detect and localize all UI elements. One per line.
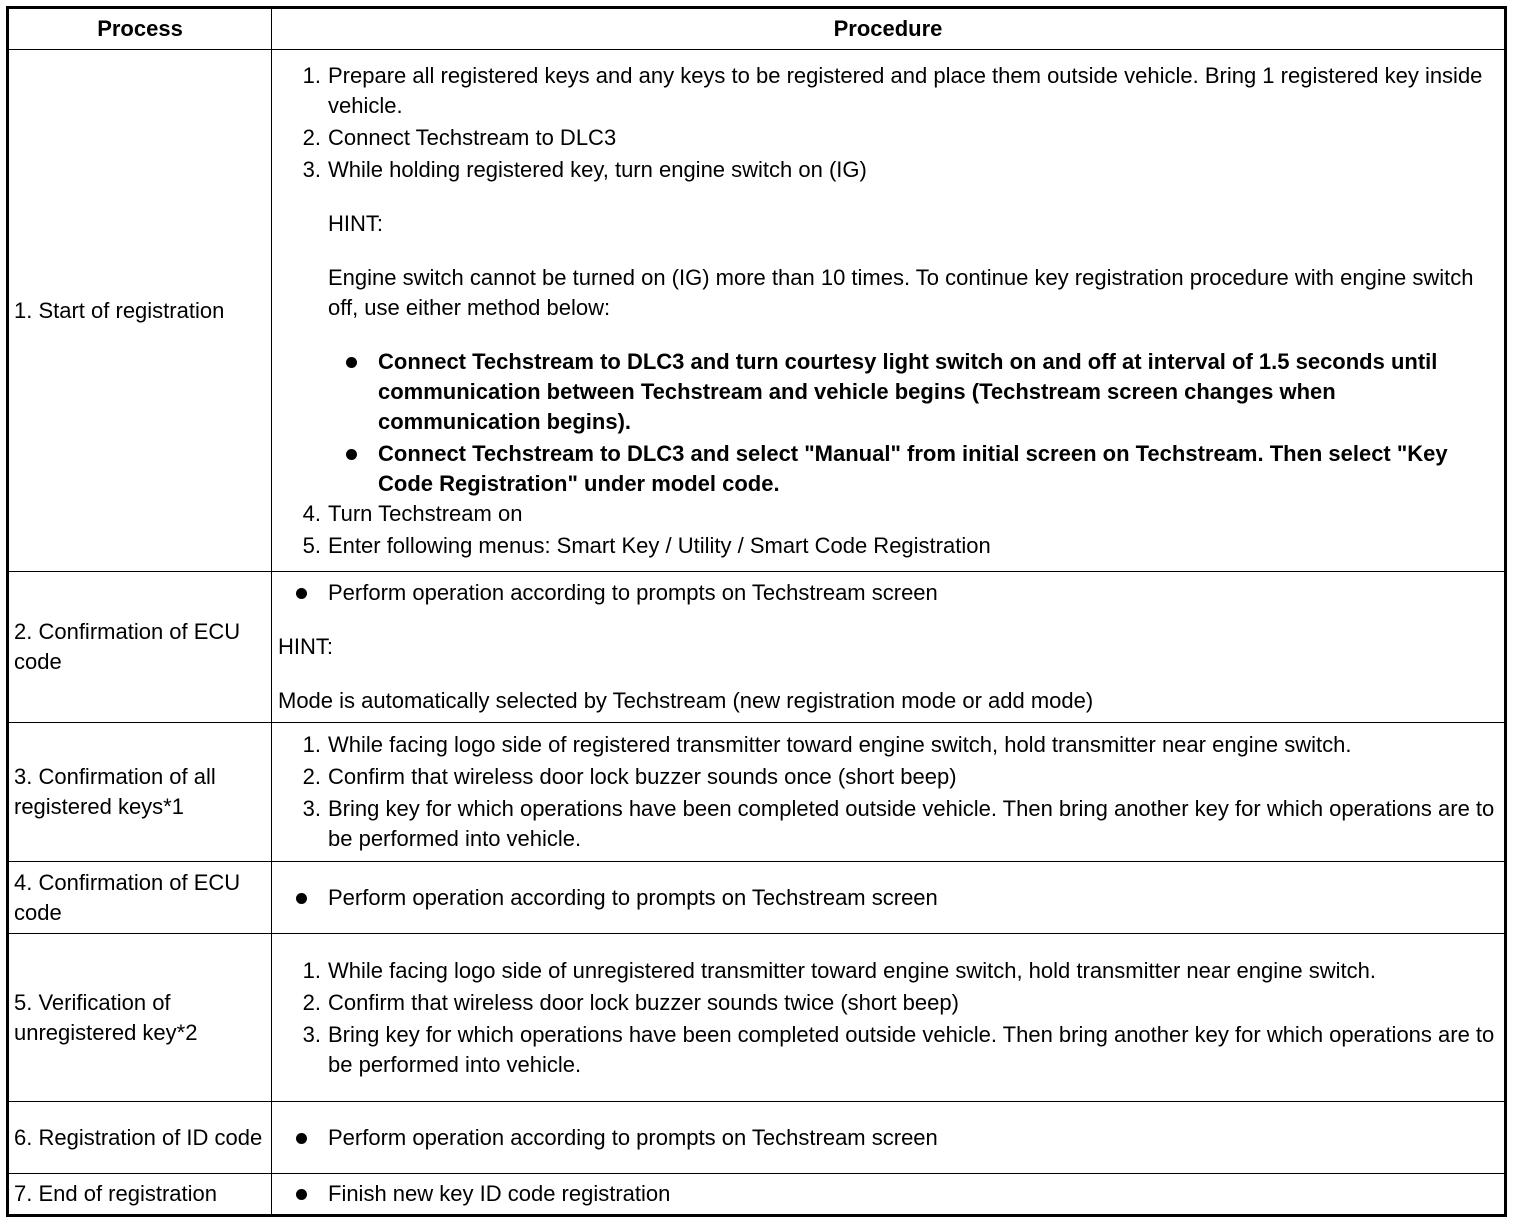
list-item-text: Confirm that wireless door lock buzzer sounds twice (short beep)	[328, 989, 959, 1015]
process-cell: 4. Confirmation of ECU code	[8, 862, 272, 934]
process-cell: 1. Start of registration	[8, 50, 272, 572]
list-item-text: Perform operation according to prompts on Techstream screen	[328, 884, 938, 910]
numbered-list	[302, 61, 1498, 185]
list-item	[302, 730, 1498, 760]
header-row	[8, 8, 1506, 50]
procedure-cell	[272, 572, 1506, 723]
process-cell: 6. Registration of ID code	[8, 1102, 272, 1174]
procedure-cell	[272, 862, 1506, 934]
list-number: 2.	[302, 764, 321, 789]
paragraph: Mode is automatically selected by Techstream (new registration mode or add mode)	[278, 688, 1094, 713]
list-item	[302, 499, 1498, 529]
list-item	[302, 956, 1498, 986]
process-cell: 7. End of registration	[8, 1174, 272, 1216]
bullet-list	[328, 1123, 1498, 1153]
table-row	[8, 1174, 1506, 1216]
list-item-text: While facing logo side of unregistered transmitter toward engine switch, hold transmitter near engine switch.	[328, 957, 1376, 983]
key-registration-table	[6, 6, 1507, 1217]
procedure-cell	[272, 50, 1506, 572]
table-row	[8, 50, 1506, 572]
list-item	[328, 578, 1498, 608]
list-item-text: Prepare all registered keys and any keys to be registered and place them outside vehicle. Bring 1 registered key inside vehicle.	[328, 62, 1483, 118]
list-item-text: Connect Techstream to DLC3 and turn courtesy light switch on and off at interval of 1.5 seconds until communication between Techstream and vehicle begins (Techstream screen changes when communication begins).	[378, 348, 1438, 434]
bullet-icon	[296, 1189, 307, 1200]
list-item-text: Connect Techstream to DLC3	[328, 124, 617, 150]
list-number: 3.	[302, 1021, 321, 1047]
list-item-text: Finish new key ID code registration	[328, 1181, 671, 1206]
list-item-text: Enter following menus: Smart Key / Utility / Smart Code Registration	[328, 532, 991, 558]
hint-label: HINT:	[278, 634, 333, 659]
list-item-text: Connect Techstream to DLC3 and select "Manual" from initial screen on Techstream. Then select "Key Code Registration" under model code.	[378, 440, 1448, 496]
hint-label: HINT:	[328, 210, 383, 236]
procedure-cell	[272, 934, 1506, 1102]
list-item-text: While facing logo side of registered transmitter toward engine switch, hold transmitter near engine switch.	[328, 732, 1352, 757]
table-row	[8, 1102, 1506, 1174]
bullet-list	[328, 883, 1498, 913]
list-item	[302, 123, 1498, 153]
table-row	[8, 723, 1506, 862]
bullet-list	[328, 578, 1498, 608]
process-cell: 3. Confirmation of all registered keys*1	[8, 723, 272, 862]
list-number: 3.	[302, 796, 321, 821]
procedure-cell	[272, 723, 1506, 862]
list-number: 2.	[302, 989, 321, 1015]
list-number: 3.	[302, 156, 321, 182]
list-number: 1.	[302, 62, 321, 88]
bullet-icon	[346, 449, 357, 460]
table-row	[8, 572, 1506, 723]
list-item	[302, 155, 1498, 185]
list-item-text: Turn Techstream on	[328, 500, 523, 526]
list-item	[328, 883, 1498, 913]
numbered-list	[302, 730, 1498, 854]
bullet-icon	[296, 1133, 307, 1144]
list-item-text: Perform operation according to prompts on Techstream screen	[328, 1124, 938, 1150]
bullet-icon	[346, 357, 357, 368]
table-row	[8, 862, 1506, 934]
process-cell: 2. Confirmation of ECU code	[8, 572, 272, 723]
list-item-text: While holding registered key, turn engine switch on (IG)	[328, 156, 867, 182]
list-item-text: Bring key for which operations have been completed outside vehicle. Then bring another key for which operations are to be performed into vehicle.	[328, 796, 1495, 851]
list-item	[302, 988, 1498, 1018]
list-item	[302, 1020, 1498, 1080]
header-process: Process	[8, 8, 272, 50]
list-number: 1.	[302, 957, 321, 983]
list-item	[302, 794, 1498, 854]
process-cell: 5. Verification of unregistered key*2	[8, 934, 272, 1102]
list-number: 4.	[302, 500, 321, 526]
list-number: 5.	[302, 532, 321, 558]
bullet-list	[328, 1179, 1498, 1209]
header-procedure: Procedure	[272, 8, 1506, 50]
list-number: 1.	[302, 732, 321, 757]
procedure-cell	[272, 1102, 1506, 1174]
list-item	[302, 61, 1498, 121]
table-row	[8, 934, 1506, 1102]
numbered-list	[302, 499, 1498, 561]
list-item	[378, 439, 1498, 499]
list-item	[302, 762, 1498, 792]
list-item	[328, 1123, 1498, 1153]
list-item	[302, 531, 1498, 561]
list-item-text: Confirm that wireless door lock buzzer sounds once (short beep)	[328, 764, 957, 789]
procedure-cell	[272, 1174, 1506, 1216]
paragraph: Engine switch cannot be turned on (IG) more than 10 times. To continue key registration procedure with engine switch off, use either method below:	[328, 264, 1474, 320]
list-number: 2.	[302, 124, 321, 150]
list-item-text: Perform operation according to prompts on Techstream screen	[328, 580, 938, 605]
list-item-text: Bring key for which operations have been completed outside vehicle. Then bring another key for which operations are to be performed into vehicle.	[328, 1021, 1495, 1077]
table-body	[8, 50, 1506, 1216]
list-item	[378, 347, 1498, 437]
bullet-icon	[296, 893, 307, 904]
numbered-list	[302, 956, 1498, 1080]
bullet-list	[378, 347, 1498, 499]
bullet-icon	[296, 588, 307, 599]
list-item	[328, 1179, 1498, 1209]
